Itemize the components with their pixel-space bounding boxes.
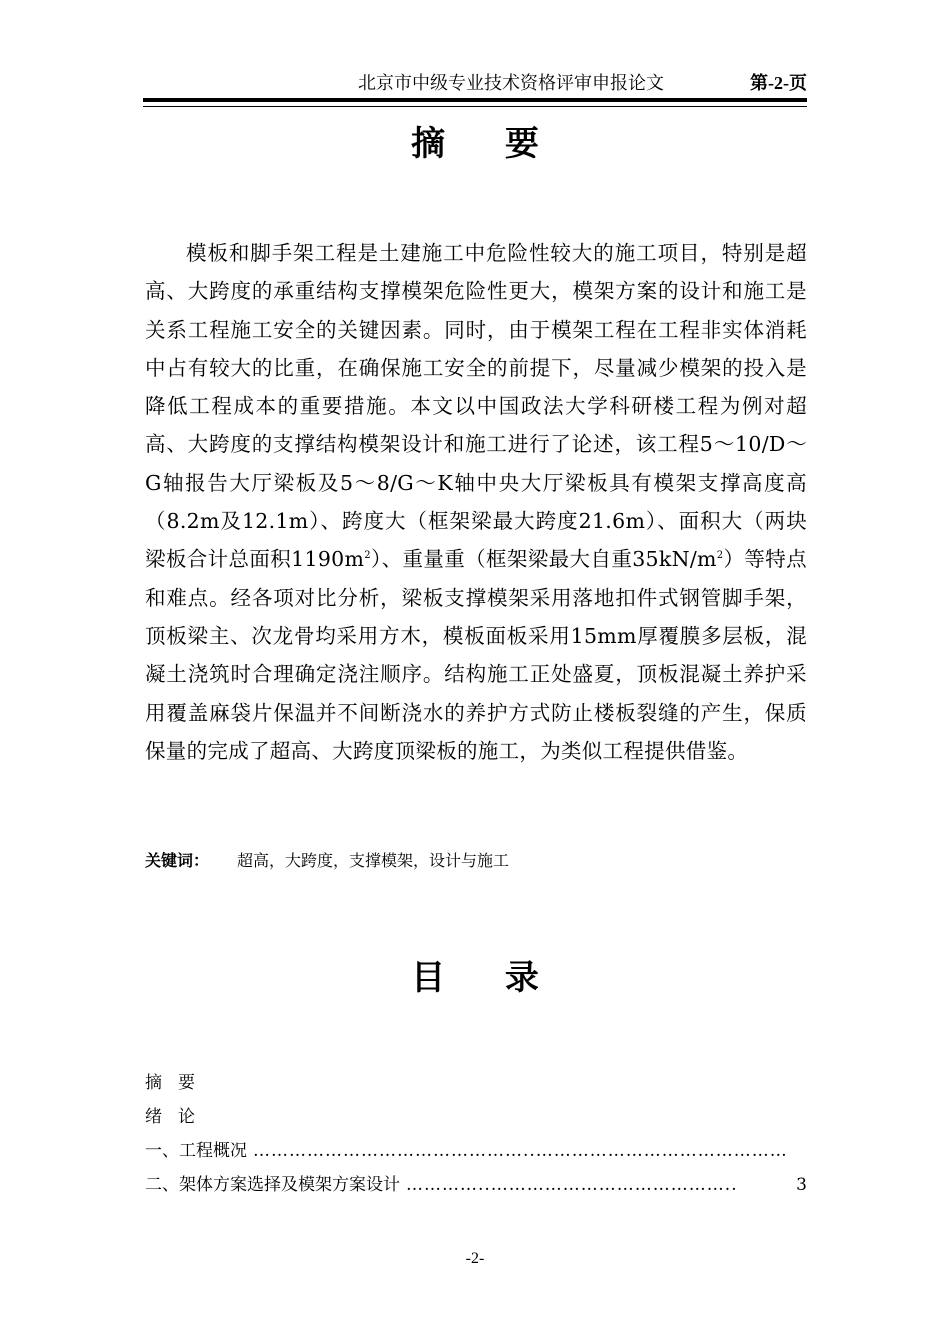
header-page-label: 第-2-页	[750, 73, 807, 93]
toc-item-introduction[interactable]	[145, 1102, 807, 1136]
abstract-text-part-2: ）、重量重（框架梁最大自重35kN/m	[370, 547, 717, 572]
keywords-label: 关键词：	[145, 851, 210, 870]
keywords-line	[145, 848, 509, 871]
toc-leader-dots: ………………………………………..……………………………………	[253, 1141, 788, 1161]
abstract-heading: 摘 要	[411, 124, 563, 164]
toc-item-scaffold-design[interactable]	[145, 1170, 807, 1204]
area-unit-superscript: 2	[364, 550, 371, 562]
table-of-contents	[145, 1068, 807, 1204]
toc-item-label: 绪论	[145, 1107, 211, 1127]
keywords-value: 超高，大跨度，支撑模架，设计与施工	[237, 851, 510, 870]
header-title: 北京市中级专业技术资格评审申报论文	[358, 73, 664, 93]
toc-item-label: 摘要	[145, 1073, 211, 1093]
abstract-text-part-1: 模板和脚手架工程是土建施工中危险性较大的施工项目，特别是超高、大跨度的承重结构支撑模架危险性更大，模架方案的设计和施工是关系工程施工安全的关键因素。同时，由于模架工程在工程非实体消耗中占有较大的比重，在确保施工安全的前提下，尽量减少模架的投入是降低工程成本的重要措施。本文以中国政法大学科研楼工程为例对超高、大跨度的支撑结构模架设计和施工进行了论述，该工程5～10/D～G轴报告大厅梁板及5～8/G～K轴中央大厅梁板具有模架支撑高度高（8.2m及12.1m）、跨度大（框架梁最大跨度21.6m）、面积大（两块梁板合计总面积1190m	[145, 241, 807, 572]
toc-page-number: 3	[796, 1175, 807, 1195]
abstract-body	[145, 234, 807, 770]
toc-heading: 目 录	[411, 958, 563, 998]
toc-item-abstract[interactable]	[145, 1068, 807, 1102]
abstract-text-part-3: ）等特点和难点。经各项对比分析，梁板支撑模架采用落地扣件式钢管脚手架，顶板梁主、次龙骨均采用方木，模板面板采用15mm厚覆膜多层板，混凝土浇筑时合理确定浇注顺序。结构施工正处盛夏，顶板混凝土养护采用覆盖麻袋片保温并不间断浇水的养护方式防止楼板裂缝的产生，保质保量的完成了超高、大跨度顶梁板的施工，为类似工程提供借鉴。	[145, 547, 807, 763]
page-header	[143, 66, 807, 96]
load-unit-superscript: 2	[716, 550, 724, 562]
header-rule-thin	[143, 106, 807, 107]
toc-leader-dots: …………..…………………………………..	[406, 1175, 738, 1195]
toc-item-label: 二、架体方案选择及模架方案设计	[145, 1175, 400, 1195]
toc-item-label: 一、工程概况	[145, 1141, 247, 1161]
footer-page-number: -2-	[465, 1250, 485, 1267]
toc-item-project-overview[interactable]	[145, 1136, 807, 1170]
header-rule-thick	[143, 98, 807, 102]
